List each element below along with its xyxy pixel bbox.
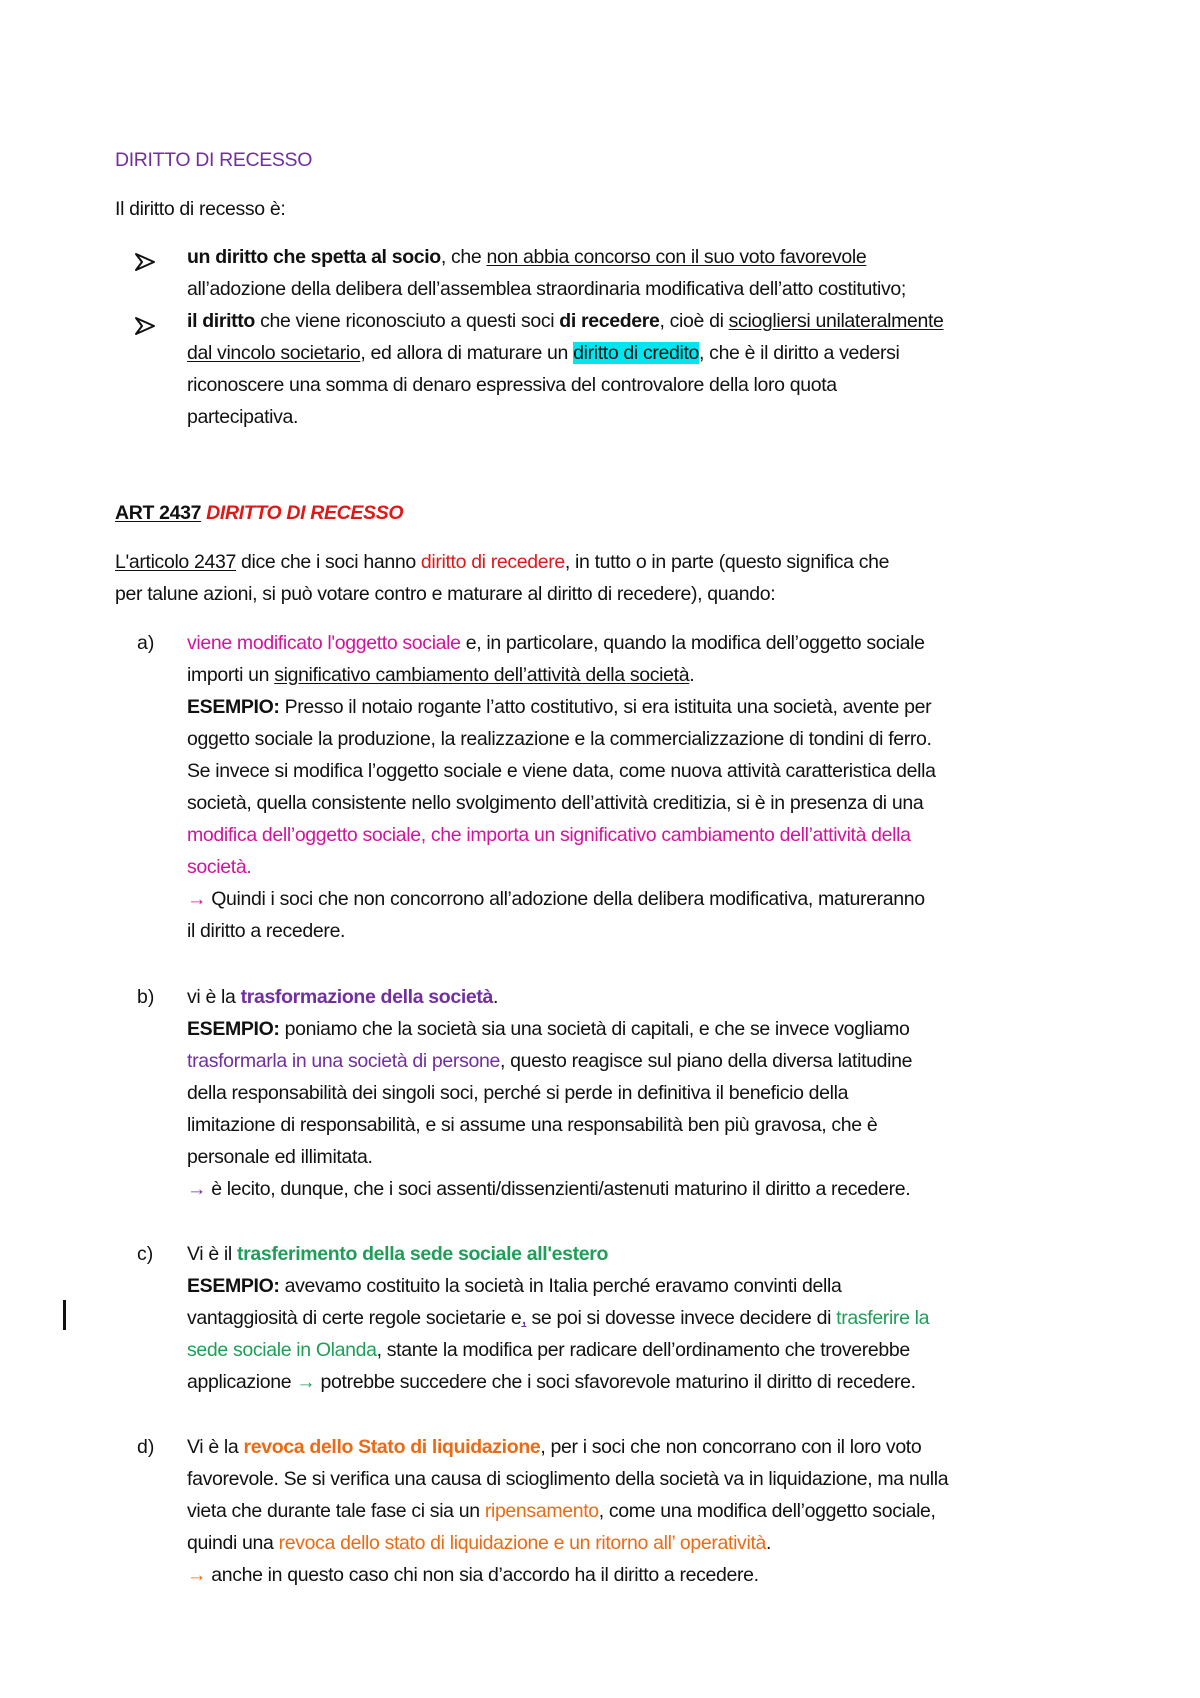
item-b-t1: . (493, 986, 499, 1008)
bullet2-underlined1: sciogliersi unilateralmente (728, 310, 944, 332)
item-c-t0: Vi è il (187, 1243, 237, 1265)
item-d-label: d) (137, 1436, 155, 1458)
item-c-comma: , (521, 1307, 527, 1329)
item-a-l2b: . (689, 664, 695, 686)
item-c-line3 (187, 1302, 929, 1334)
highlight-diritto-di-credito: diritto di credito (573, 342, 700, 364)
item-a-underlined: significativo cambiamento dell’attività della società (274, 664, 690, 686)
item-a-l3: Presso il notaio rogante l’atto costitutivo, si era istituita una società, avente per (279, 696, 932, 718)
item-c-line1 (187, 1238, 608, 1270)
item-c-l3b: se poi si dovesse invece decidere di (526, 1307, 837, 1329)
item-b-line7 (187, 1173, 910, 1205)
item-d-line3 (187, 1495, 936, 1527)
art-title: DIRITTO DI RECESSO (206, 502, 404, 524)
art-paragraph-text2: , in tutto o in parte (questo significa che (564, 551, 890, 573)
item-b-esempio: ESEMPIO: (187, 1018, 280, 1040)
item-c-label: c) (137, 1243, 154, 1265)
bullet2-bold-recedere: recedere (581, 310, 660, 332)
bullet2-text1: che viene riconosciuto a questi soci (255, 310, 560, 332)
item-c-line4 (187, 1334, 910, 1366)
item-d-t0: Vi è la (187, 1436, 244, 1458)
arrow-icon: → (187, 888, 207, 910)
item-b-line2 (187, 1013, 910, 1045)
item-b-l3-colored: trasformarla in una società di persone (187, 1050, 500, 1072)
diritto-di-recedere: diritto di recedere (420, 551, 565, 573)
item-a-l2a: importi un (187, 664, 275, 686)
item-a-line10: il diritto a recedere. (187, 920, 346, 942)
bullet2-text4: , ed allora di maturare un (360, 342, 574, 364)
item-b-t0: vi è la (187, 986, 241, 1008)
item-c-line2 (187, 1270, 841, 1302)
bullet2-line3: riconoscere una somma di denaro espressiva del controvalore della loro quota (187, 374, 837, 396)
item-a-text1: e, in particolare, quando la modifica dell’oggetto sociale (460, 632, 925, 654)
item-d-line2: favorevole. Se si verifica una causa di scioglimento della società va in liquidazione, ma nulla (187, 1468, 949, 1490)
arrow-icon: → (187, 1564, 207, 1586)
text-cursor (63, 1300, 66, 1330)
arrowhead-bullet-icon (134, 316, 156, 336)
bullet1-underlined: non abbia concorso con il suo voto favorevole (486, 246, 867, 268)
item-b-line3 (187, 1045, 912, 1077)
item-d-t1: , per i soci che non concorrano con il loro voto (540, 1436, 922, 1458)
bullet2-text3: , cioè di (659, 310, 729, 332)
item-c-l5a: applicazione (187, 1371, 297, 1393)
item-d-l5: anche in questo caso chi non sia d’accordo ha il diritto a recedere. (206, 1564, 759, 1586)
section-title-art-2437 (115, 497, 403, 529)
item-a-line7: modifica dell’oggetto sociale, che importa un significativo cambiamento dell’attività della (187, 824, 911, 846)
item-d-line5 (187, 1559, 759, 1591)
item-a-line3 (187, 691, 931, 723)
item-d-l4a: quindi una (187, 1532, 279, 1554)
item-a-line2 (187, 659, 694, 691)
item-c-l2: avevamo costituito la società in Italia perché eravamo convinti della (279, 1275, 842, 1297)
item-b-line4: della responsabilità dei singoli soci, perché si perde in definitiva il beneficio della (187, 1082, 849, 1104)
item-a-l9: Quindi i soci che non concorrono all’adozione della delibera modificativa, matureranno (206, 888, 925, 910)
item-c-l4: , stante la modifica per radicare dell’ordinamento che troverebbe (376, 1339, 910, 1361)
item-b-line5: limitazione di responsabilità, e si assume una responsabilità ben più gravosa, che è (187, 1114, 878, 1136)
arrow-icon: → (187, 1178, 207, 1200)
item-a-line8: società. (187, 856, 252, 878)
item-b-line6: personale ed illimitata. (187, 1146, 373, 1168)
item-d-line1 (187, 1431, 921, 1463)
art-paragraph-line2: per talune azioni, si può votare contro e maturare al diritto di recedere), quando: (115, 583, 776, 605)
item-b-label: b) (137, 986, 155, 1008)
item-b-line1 (187, 981, 498, 1013)
item-d-l4b: . (766, 1532, 772, 1554)
item-c-l4-colored: sede sociale in Olanda (187, 1339, 377, 1361)
item-c-esempio: ESEMPIO: (187, 1275, 280, 1297)
section-title-diritto-di-recesso: DIRITTO DI RECESSO (115, 149, 313, 171)
art-number: ART 2437 (115, 502, 202, 524)
item-b-colored: trasformazione della società (240, 986, 494, 1008)
item-a-label: a) (137, 632, 155, 654)
item-d-l3-colored: ripensamento (484, 1500, 599, 1522)
item-d-colored: revoca dello Stato di liquidazione (243, 1436, 541, 1458)
bullet1-bold: un diritto che spetta al socio (187, 246, 441, 268)
item-b-l7: è lecito, dunque, che i soci assenti/dissenzienti/astenuti maturino il diritto a recedere. (206, 1178, 911, 1200)
item-a-line1 (187, 627, 925, 659)
bullet2-bold: il diritto (187, 310, 255, 332)
item-b-l3: , questo reagisce sul piano della diversa latitudine (499, 1050, 913, 1072)
bullet1-sep: , che (440, 246, 487, 268)
item-a-line9 (187, 883, 925, 915)
item-d-l4-colored: revoca dello stato di liquidazione e un ritorno all’ operatività (278, 1532, 767, 1554)
item-b-l2: poniamo che la società sia una società di capitali, e che se invece vogliamo (279, 1018, 910, 1040)
arrowhead-bullet-icon (134, 252, 156, 272)
articolo-ref: L'articolo 2437 (115, 551, 236, 573)
item-d-line4 (187, 1527, 771, 1559)
bullet2-line2 (187, 337, 900, 369)
bullet2-text5: , che è il diritto a vedersi (699, 342, 900, 364)
bullet2-line4: partecipativa. (187, 406, 299, 428)
item-a-line5: Se invece si modifica l’oggetto sociale e viene data, come nuova attività caratteristica della (187, 760, 936, 782)
item-c-colored: trasferimento della sede sociale all'estero (236, 1243, 609, 1265)
bullet2-text2: di (559, 310, 581, 332)
intro-line: Il diritto di recesso è: (115, 198, 286, 220)
item-c-line5 (187, 1366, 916, 1398)
bullet2-line1 (187, 305, 944, 337)
bullet1-line1 (187, 241, 866, 273)
item-d-l3a: vieta che durante tale fase ci sia un (187, 1500, 485, 1522)
item-a-esempio: ESEMPIO: (187, 696, 280, 718)
item-a-colored: viene modificato l'oggetto sociale (187, 632, 461, 654)
arrow-icon: → (296, 1371, 316, 1393)
item-c-l5b: potrebbe succedere che i soci sfavorevole maturino il diritto di recedere. (315, 1371, 916, 1393)
item-a-line6: società, quella consistente nello svolgimento dell’attività creditizia, si è in presenza di una (187, 792, 924, 814)
item-c-l3a: vantaggiosità di certe regole societarie e (187, 1307, 522, 1329)
bullet1-line2: all’adozione della delibera dell’assemblea straordinaria modificativa dell’atto costitutivo; (187, 278, 906, 300)
bullet2-underlined2: dal vincolo societario (187, 342, 361, 364)
item-d-l3b: , come una modifica dell’oggetto sociale, (598, 1500, 936, 1522)
art-paragraph-line1 (115, 546, 889, 578)
art-paragraph-text1: dice che i soci hanno (235, 551, 421, 573)
item-a-line4: oggetto sociale la produzione, la realizzazione e la commercializzazione di tondini di ferro. (187, 728, 932, 750)
item-c-l3-colored: trasferire la (836, 1307, 930, 1329)
